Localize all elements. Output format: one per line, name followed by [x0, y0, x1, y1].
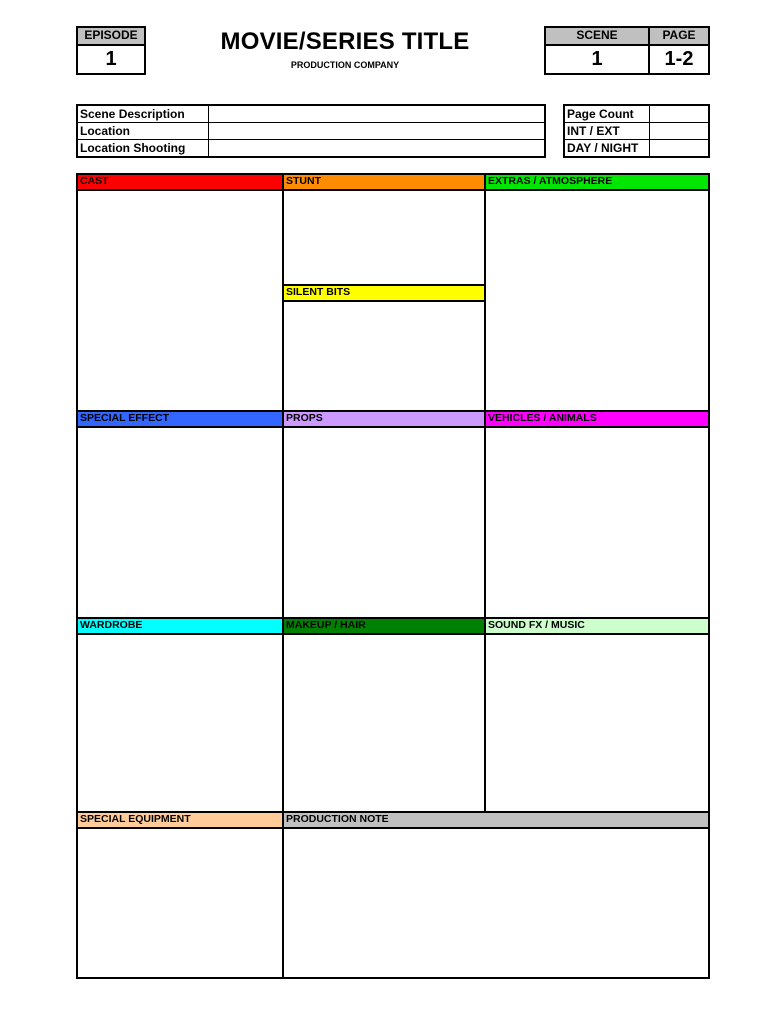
int-ext-label: INT / EXT: [564, 123, 650, 140]
info-row: [564, 123, 709, 140]
props-section[interactable]: [282, 410, 486, 619]
props-header: PROPS: [284, 412, 484, 428]
extras-header: EXTRAS / ATMOSPHERE: [486, 175, 708, 191]
scene-meta-table: [563, 104, 710, 158]
makeup-section[interactable]: [282, 617, 486, 813]
sound-header: SOUND FX / MUSIC: [486, 619, 708, 635]
special-equipment-section[interactable]: [76, 811, 284, 979]
int-ext-field[interactable]: [650, 123, 710, 140]
page-count-field[interactable]: [650, 105, 710, 123]
episode-box: [76, 26, 146, 75]
sound-section[interactable]: [484, 617, 710, 813]
page-cell: [650, 28, 708, 73]
episode-value[interactable]: 1: [105, 48, 117, 70]
production-company: PRODUCTION COMPANY: [290, 60, 400, 70]
cast-section[interactable]: [76, 173, 284, 412]
scene-page-box: [544, 26, 710, 75]
day-night-label: DAY / NIGHT: [564, 140, 650, 158]
extras-section[interactable]: [484, 173, 710, 412]
scene-label: SCENE: [546, 28, 648, 46]
special-effect-header: SPECIAL EFFECT: [78, 412, 282, 428]
location-label: Location: [77, 123, 209, 140]
scene-cell: [546, 28, 650, 73]
info-row: [564, 105, 709, 123]
page-label: PAGE: [650, 28, 708, 46]
page-count-label: Page Count: [564, 105, 650, 123]
production-note-section[interactable]: [282, 811, 710, 979]
page-value[interactable]: 1-2: [664, 48, 694, 70]
special-effect-section[interactable]: [76, 410, 284, 619]
silent-bits-header: SILENT BITS: [284, 286, 484, 302]
cast-header: CAST: [78, 175, 282, 191]
page-title: MOVIE/SERIES TITLE: [220, 28, 470, 55]
scene-value[interactable]: 1: [591, 48, 603, 70]
scene-description-field[interactable]: [209, 105, 546, 123]
info-row: [77, 105, 545, 123]
location-field[interactable]: [209, 123, 546, 140]
location-shooting-label: Location Shooting: [77, 140, 209, 158]
day-night-field[interactable]: [650, 140, 710, 158]
wardrobe-header: WARDROBE: [78, 619, 282, 635]
vehicles-header: VEHICLES / ANIMALS: [486, 412, 708, 428]
production-note-header: PRODUCTION NOTE: [284, 813, 708, 829]
silent-bits-section[interactable]: [282, 284, 486, 412]
location-shooting-field[interactable]: [209, 140, 546, 158]
stunt-header: STUNT: [284, 175, 484, 191]
info-row: [77, 123, 545, 140]
vehicles-section[interactable]: [484, 410, 710, 619]
info-row: [564, 140, 709, 158]
stunt-section[interactable]: [282, 173, 486, 286]
makeup-header: MAKEUP / HAIR: [284, 619, 484, 635]
scene-info-table: [76, 104, 546, 158]
episode-label: EPISODE: [78, 28, 144, 46]
wardrobe-section[interactable]: [76, 617, 284, 813]
scene-description-label: Scene Description: [77, 105, 209, 123]
special-equipment-header: SPECIAL EQUIPMENT: [78, 813, 282, 829]
info-row: [77, 140, 545, 158]
